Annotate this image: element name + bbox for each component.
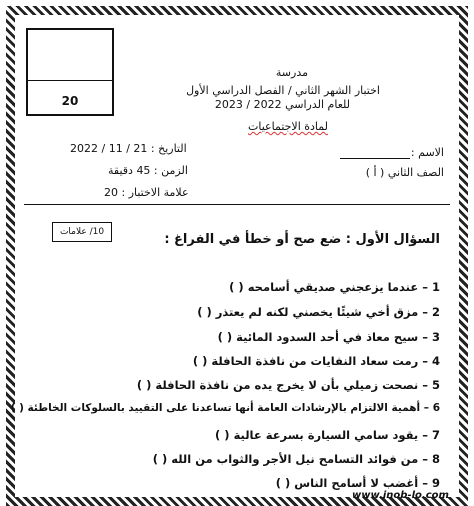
score-divider <box>28 80 112 81</box>
score-box <box>26 28 114 116</box>
answer-blank: ( ) <box>192 354 208 368</box>
academic-year: للعام الدراسي 2022 / 2023 <box>214 98 350 111</box>
question-text: 4 – رمت سعاد النفايات من نافذة الحافلة <box>211 354 440 368</box>
answer-blank: ( ) <box>136 378 152 392</box>
question-text: 1 – عندما يزعجني صديقي أسامحه <box>247 280 440 294</box>
question-text: 5 – نصحت زميلي بأن لا يخرج يده من نافذة الحافلة <box>155 378 440 392</box>
question-6 <box>11 402 440 414</box>
exam-title: اختبار الشهر الثاني / الفصل الدراسي الأول <box>186 84 380 97</box>
question-text: 8 – من فوائد التسامح نيل الأجر والثواب من الله <box>171 452 440 466</box>
header-divider <box>24 204 450 205</box>
question-9 <box>276 476 440 490</box>
total-mark: علامة الاختبار : 20 <box>104 186 189 199</box>
question-text: 7 – يقود سامي السيارة بسرعة عالية <box>233 428 440 442</box>
question-1 <box>229 280 440 294</box>
question-text: 3 – سيح معاذ في أحد السدود المائية <box>236 330 440 344</box>
question-text: 6 – أهمية الالتزام بالإرشادات العامة أنها تساعدنا على التقييد بالسلوكات الخاطئة <box>27 402 440 414</box>
answer-blank: ( ) <box>275 476 291 490</box>
exam-time: الزمن : 45 دقيقة <box>108 164 188 177</box>
question-3 <box>218 330 440 344</box>
site-watermark: www.inob-lo.com <box>352 490 449 501</box>
student-name-line <box>340 158 410 159</box>
exam-date: التاريخ : 21 / 11 / 2022 <box>70 142 187 155</box>
answer-blank: ( ) <box>10 402 24 414</box>
subject-label: لمادة الاجتماعيات <box>248 120 328 133</box>
answer-blank: ( ) <box>152 452 168 466</box>
answer-blank: ( ) <box>197 305 212 319</box>
question-text: 9 – أغضب لا أسامح الناس <box>294 476 440 490</box>
section-marks: 10/ علامات <box>52 222 112 242</box>
question-5 <box>137 378 440 392</box>
question-text: 2 – مزق أخي شيئًا يخصني لكنه لم يعتذر <box>215 305 440 319</box>
section-title: السؤال الأول : ضع صح أو خطأ في الفراغ : <box>164 232 440 247</box>
question-4 <box>193 354 440 368</box>
question-2 <box>197 305 440 319</box>
score-value: 20 <box>61 94 79 108</box>
school-label: مدرسة <box>275 66 308 79</box>
question-8 <box>153 452 440 466</box>
question-7 <box>215 428 440 442</box>
class-label: الصف الثاني ( أ ) <box>365 166 444 179</box>
answer-blank: ( ) <box>229 280 244 294</box>
answer-blank: ( ) <box>215 428 230 442</box>
student-name-label: الاسم : <box>410 146 444 159</box>
answer-blank: ( ) <box>217 330 233 344</box>
